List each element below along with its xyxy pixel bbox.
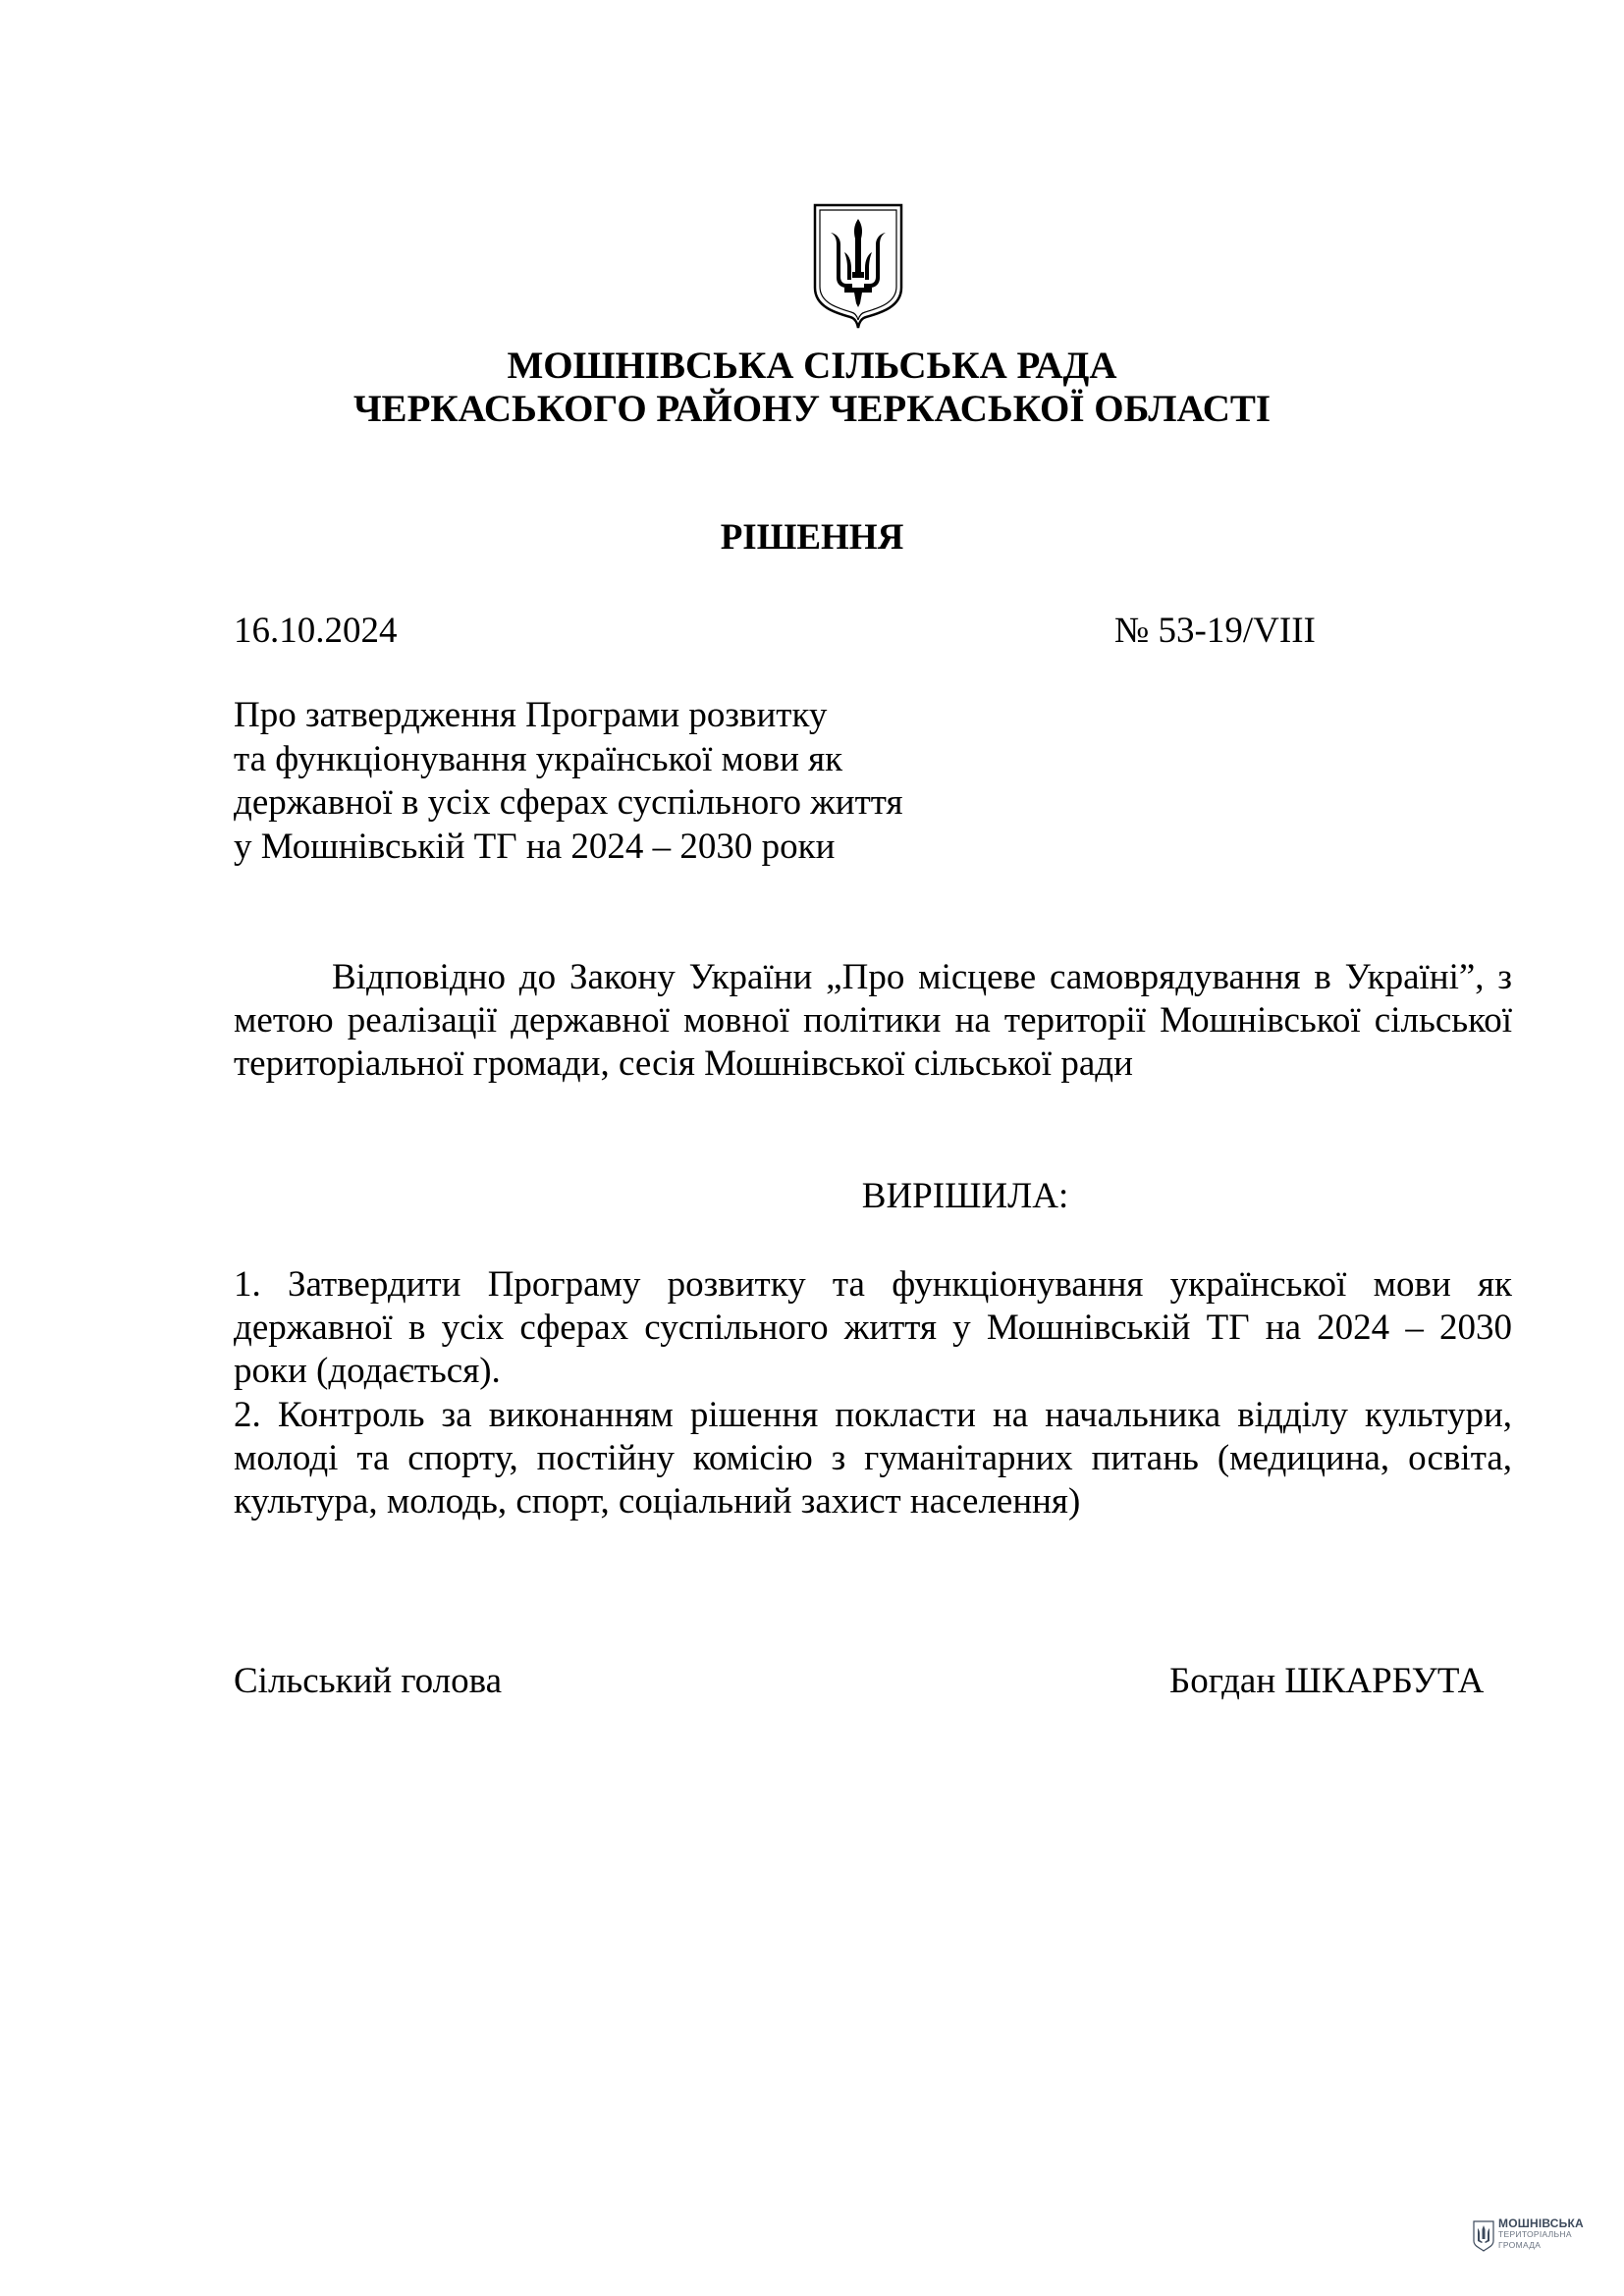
decision-item-1: 1. Затвердити Програму розвитку та функціонування української мови як державної в усіх сферах суспільного життя у Мошнівській ТГ на 2024 – 2030 роки (додається). [234,1264,1512,1391]
subject-line: Про затвердження Програми розвитку [234,695,828,735]
document-subject [234,694,902,869]
signatory-name: Богдан ШКАРБУТА [1169,1661,1485,1701]
signatory-role: Сільський голова [234,1661,503,1701]
resolved-heading: ВИРІШИЛА: [861,1176,1069,1216]
subject-line: у Мошнівській ТГ на 2024 – 2030 роки [234,826,836,867]
coat-of-arms-icon [809,201,907,332]
council-name: МОШНІВСЬКА СІЛЬСЬКА РАДА [507,345,1117,387]
logo-subtitle-1: ТЕРИТОРІАЛЬНА [1498,2229,1572,2239]
document-number: № 53-19/VIII [1114,611,1316,651]
logo-title: МОШНІВСЬКА [1498,2216,1584,2230]
preamble-paragraph: Відповідно до Закону України „Про місцеве самоврядування в Україні”, з метою реалізації державної мовної політики на території Мошнівської сільської територіальної громади, сесія Мошнівської сільської ради [234,957,1512,1084]
subject-line: державної в усіх сферах суспільного життя [234,782,903,823]
decision-item-2: 2. Контроль за виконанням рішення покласти на начальника відділу культури, молоді та спорту, постійну комісію з гуманітарних питань (медицина, освіта, культура, молодь, спорт, соціальний захист населення) [234,1395,1512,1522]
document-title: РІШЕННЯ [720,517,904,558]
community-logo [1473,2218,1620,2268]
subject-line: та функціонування української мови як [234,738,843,779]
council-region: ЧЕРКАСЬКОГО РАЙОНУ ЧЕРКАСЬКОЇ ОБЛАСТІ [352,388,1272,430]
logo-subtitle-2: ГРОМАДА [1498,2240,1542,2250]
mini-coat-of-arms-icon [1473,2220,1494,2252]
document-date: 16.10.2024 [234,611,398,651]
